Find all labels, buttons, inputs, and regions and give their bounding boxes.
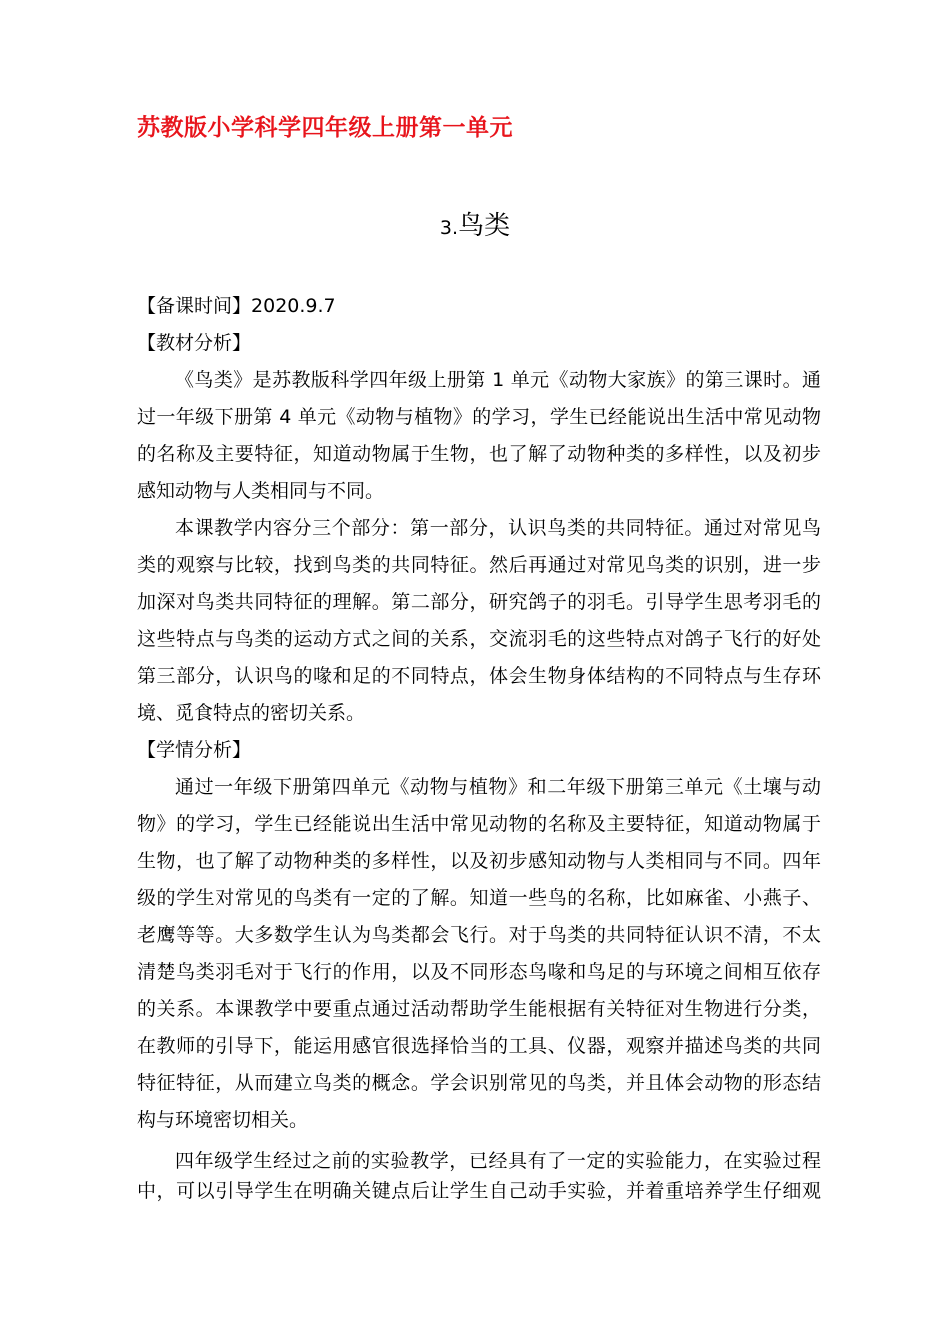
material-heading: 【教材分析】 <box>137 332 252 354</box>
paragraph-line: 本课教学内容分三个部分：第一部分，认识鸟类的共同特征。通过对常见鸟 <box>175 517 821 539</box>
paragraph-line: 在教师的引导下，能运用感官很选择恰当的工具、仪器，观察并描述鸟类的共同 <box>137 1035 821 1057</box>
paragraph-line: 第三部分，认识鸟的喙和足的不同特点，体会生物身体结构的不同特点与生存环 <box>137 665 821 687</box>
paragraph-line: 通过一年级下册第四单元《动物与植物》和二年级下册第三单元《土壤与动 <box>175 776 821 798</box>
paragraph-line: 物》的学习，学生已经能说出生活中常见动物的名称及主要特征，知道动物属于 <box>137 813 821 835</box>
learner-paragraph-1 <box>137 769 821 1139</box>
paragraph-line: 的关系。本课教学中要重点通过活动帮助学生能根据有关特征对生物进行分类， <box>137 998 821 1020</box>
paragraph-line: 的名称及主要特征，知道动物属于生物，也了解了动物种类的多样性，以及初步 <box>137 443 821 465</box>
paragraph-line: 感知动物与人类相同与不同。 <box>137 480 385 502</box>
paragraph-line: 境、觅食特点的密切关系。 <box>137 702 366 724</box>
material-paragraph-1 <box>137 362 821 510</box>
paragraph-line: 《鸟类》是苏教版科学四年级上册第 1 单元《动物大家族》的第三课时。通 <box>175 369 821 391</box>
unit-title: 苏教版小学科学四年级上册第一单元 <box>137 115 513 141</box>
paragraph-line: 构与环境密切相关。 <box>137 1109 309 1131</box>
paragraph-line: 特征特征，从而建立鸟类的概念。学会识别常见的鸟类，并且体会动物的形态结 <box>137 1072 821 1094</box>
paragraph-line: 类的观察与比较，找到鸟类的共同特征。然后再通过对常见鸟类的识别，进一步 <box>137 554 821 576</box>
paragraph-line: 级的学生对常见的鸟类有一定的了解。知道一些鸟的名称，比如麻雀、小燕子、 <box>137 887 821 909</box>
prep-time <box>137 288 821 325</box>
paragraph-line: 清楚鸟类羽毛对于飞行的作用，以及不同形态鸟喙和鸟足的与环境之间相互依存 <box>137 961 821 983</box>
prep-time-label: 【备课时间】 <box>137 295 252 317</box>
paragraph-line: 加深对鸟类共同特征的理解。第二部分，研究鸽子的羽毛。引导学生思考羽毛的 <box>137 591 821 613</box>
learner-paragraph-2 <box>137 1146 821 1206</box>
lesson-number: 3. <box>439 217 459 239</box>
prep-time-value: 2020.9.7 <box>251 295 336 317</box>
learner-heading: 【学情分析】 <box>137 739 252 761</box>
paragraph-line: 过一年级下册第 4 单元《动物与植物》的学习，学生已经能说出生活中常见动物 <box>137 406 821 428</box>
paragraph-line: 这些特点与鸟类的运动方式之间的关系，交流羽毛的这些特点对鸽子飞行的好处 <box>137 628 821 650</box>
document-body <box>137 288 821 1206</box>
lesson-name: 鸟类 <box>458 211 511 241</box>
material-paragraph-2 <box>137 510 821 732</box>
lesson-title <box>0 208 950 246</box>
paragraph-line: 中，可以引导学生在明确关键点后让学生自己动手实验，并着重培养学生仔细观 <box>137 1180 821 1202</box>
paragraph-line: 四年级学生经过之前的实验教学，已经具有了一定的实验能力，在实验过程 <box>175 1150 821 1172</box>
paragraph-line: 老鹰等等。大多数学生认为鸟类都会飞行。对于鸟类的共同特征认识不清，不太 <box>137 924 821 946</box>
paragraph-line: 生物，也了解了动物种类的多样性，以及初步感知动物与人类相同与不同。四年 <box>137 850 821 872</box>
